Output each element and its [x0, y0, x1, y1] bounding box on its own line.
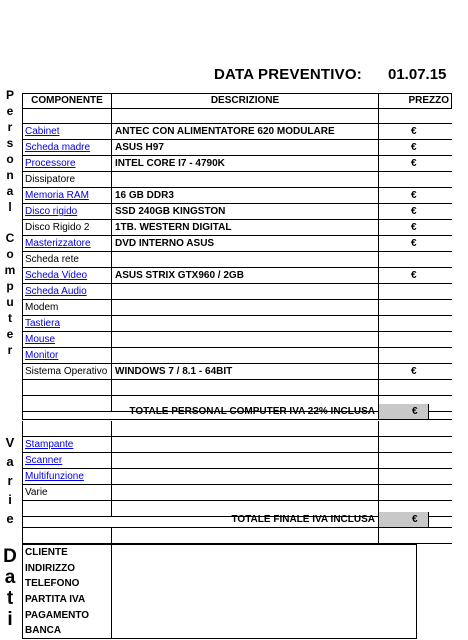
side-varie-letter: a — [6, 454, 14, 469]
component-price — [379, 172, 442, 187]
table-row — [22, 204, 452, 220]
component-description — [112, 300, 379, 315]
side-pc-letter: a — [6, 183, 14, 198]
component-name[interactable]: Scheda madre — [22, 140, 112, 155]
table-row — [22, 284, 452, 300]
table-row — [22, 316, 452, 332]
quote-date-value: 01.07.15 — [388, 66, 447, 83]
component-description: 1TB. WESTERN DIGITAL — [112, 220, 379, 235]
component-price: € — [411, 190, 417, 201]
table-row — [22, 188, 452, 204]
side-pc-letter: t — [8, 311, 12, 326]
component-description — [112, 469, 379, 484]
side-varie-letter: e — [6, 511, 14, 526]
component-name: Scheda rete — [22, 252, 112, 267]
table-row — [22, 108, 452, 124]
table-row — [22, 236, 452, 252]
table-row — [22, 437, 452, 453]
component-description — [112, 108, 379, 123]
table-row — [22, 485, 452, 501]
side-varie-letter: i — [8, 492, 12, 507]
component-description: ANTEC CON ALIMENTATORE 620 MODULARE — [112, 124, 379, 139]
pc-total-value[interactable]: € — [379, 404, 429, 419]
side-dati-letter: a — [4, 567, 16, 588]
pc-total-row — [22, 404, 452, 420]
table-row — [22, 380, 452, 396]
component-name[interactable]: Stampante — [22, 437, 112, 452]
component-description — [112, 316, 379, 331]
customer-field-label: PAGAMENTO — [25, 609, 90, 621]
side-dati-letter: t — [6, 588, 14, 609]
component-description: ASUS STRIX GTX960 / 2GB — [112, 268, 379, 283]
side-pc-letter: e — [6, 327, 14, 342]
component-name — [22, 108, 112, 123]
table-header-row — [22, 93, 452, 109]
side-pc-letter: u — [6, 295, 14, 310]
component-description: 16 GB DDR3 — [112, 188, 379, 203]
table-row — [22, 469, 452, 485]
component-name: Disco Rigido 2 — [22, 220, 112, 235]
component-name[interactable]: Processore — [22, 156, 112, 171]
table-row — [22, 348, 452, 364]
component-description: DVD INTERNO ASUS — [112, 236, 379, 251]
component-name[interactable]: Cabinet — [22, 124, 112, 139]
component-price — [379, 300, 442, 315]
component-description — [112, 172, 379, 187]
table-row — [22, 156, 452, 172]
table-row — [22, 453, 452, 469]
side-varie-letter: r — [7, 473, 13, 488]
component-name — [22, 421, 112, 436]
side-pc-letter: e — [6, 103, 14, 118]
side-pc-letter: n — [6, 167, 14, 182]
pc-total-label: TOTALE PERSONAL COMPUTER IVA 22% INCLUSA — [22, 404, 379, 419]
spacer-row — [22, 528, 452, 544]
component-price — [379, 421, 442, 436]
final-total-row — [22, 512, 452, 528]
component-name[interactable]: Scheda Audio — [22, 284, 112, 299]
component-price — [379, 332, 442, 347]
component-name[interactable]: Tastiera — [22, 316, 112, 331]
customer-field-label: CLIENTE — [25, 547, 68, 558]
component-description: ASUS H97 — [112, 140, 379, 155]
component-description — [112, 437, 379, 452]
component-price — [379, 108, 442, 123]
side-pc-letter: P — [5, 88, 14, 102]
side-pc-letter: l — [8, 199, 12, 214]
component-price — [379, 469, 442, 484]
component-price — [379, 437, 442, 452]
component-price: € — [411, 238, 417, 249]
component-description — [112, 252, 379, 267]
customer-field-label: BANCA — [25, 625, 62, 637]
table-row — [22, 124, 452, 140]
component-price — [379, 453, 442, 468]
table-row — [22, 252, 452, 268]
component-name: Varie — [22, 485, 112, 500]
side-pc-letter: o — [6, 151, 14, 166]
side-pc-letter: o — [6, 247, 14, 262]
component-description — [112, 332, 379, 347]
side-label-personal-computer — [2, 88, 18, 359]
component-price — [379, 284, 442, 299]
column-header-componente: COMPONENTE — [22, 94, 112, 108]
component-name[interactable]: Memoria RAM — [22, 188, 112, 203]
component-price — [379, 380, 442, 395]
component-description — [112, 284, 379, 299]
side-pc-letter: p — [6, 279, 14, 294]
final-total-value[interactable]: € — [379, 512, 429, 527]
final-total-label: TOTALE FINALE IVA INCLUSA — [22, 512, 379, 527]
side-label-varie — [2, 433, 18, 528]
side-pc-letter: C — [5, 231, 15, 246]
component-price: € — [411, 126, 417, 137]
quote-date-label: DATA PREVENTIVO: — [214, 66, 362, 83]
component-name[interactable]: Scanner — [22, 453, 112, 468]
side-label-dati — [2, 546, 18, 630]
column-header-prezzo: PREZZO — [379, 94, 452, 108]
customer-data-area[interactable] — [112, 544, 417, 639]
component-description: WINDOWS 7 / 8.1 - 64BIT — [112, 364, 379, 379]
side-pc-letter: m — [4, 263, 16, 278]
component-price — [379, 252, 442, 267]
component-name[interactable]: Scheda Video — [22, 268, 112, 283]
component-price: € — [411, 206, 417, 217]
component-price: € — [411, 142, 417, 153]
component-name: Dissipatore — [22, 172, 112, 187]
customer-data-labels — [22, 544, 112, 639]
side-dati-letter: D — [3, 546, 17, 567]
column-header-descrizione: DESCRIZIONE — [112, 94, 379, 108]
component-name[interactable]: Multifunzione — [22, 469, 112, 484]
table-row — [22, 364, 452, 380]
component-name — [22, 380, 112, 395]
side-pc-letter: r — [7, 119, 13, 134]
side-dati-letter: i — [7, 609, 13, 630]
table-row — [22, 172, 452, 188]
component-name[interactable]: Masterizzatore — [22, 236, 112, 251]
component-price — [379, 348, 442, 363]
side-pc-letter: r — [7, 343, 13, 357]
component-description — [112, 485, 379, 500]
side-pc-letter — [2, 216, 18, 232]
component-description: SSD 240GB KINGSTON — [112, 204, 379, 219]
component-description: INTEL CORE I7 - 4790K — [112, 156, 379, 171]
component-name[interactable]: Mouse — [22, 332, 112, 347]
component-name[interactable]: Disco rigido — [22, 204, 112, 219]
component-price: € — [411, 158, 417, 169]
component-description — [112, 380, 379, 395]
component-description — [112, 453, 379, 468]
component-name: Sistema Operativo — [22, 364, 112, 379]
component-name[interactable]: Monitor — [22, 348, 112, 363]
component-name: Modem — [22, 300, 112, 315]
table-row — [22, 268, 452, 284]
side-pc-letter: s — [6, 135, 14, 150]
table-row — [22, 220, 452, 236]
customer-field-label: TELEFONO — [25, 578, 80, 590]
component-price — [379, 316, 442, 331]
table-row — [22, 300, 452, 316]
table-row — [22, 332, 452, 348]
component-price — [379, 485, 442, 500]
component-price: € — [411, 222, 417, 233]
table-row — [22, 421, 452, 437]
component-price: € — [411, 270, 417, 281]
side-varie-letter: V — [5, 435, 15, 450]
customer-field-label: INDIRIZZO — [25, 562, 75, 574]
customer-field-label: PARTITA IVA — [25, 594, 86, 606]
component-price: € — [411, 366, 417, 377]
component-description — [112, 348, 379, 363]
table-row — [22, 140, 452, 156]
component-description — [112, 421, 379, 436]
